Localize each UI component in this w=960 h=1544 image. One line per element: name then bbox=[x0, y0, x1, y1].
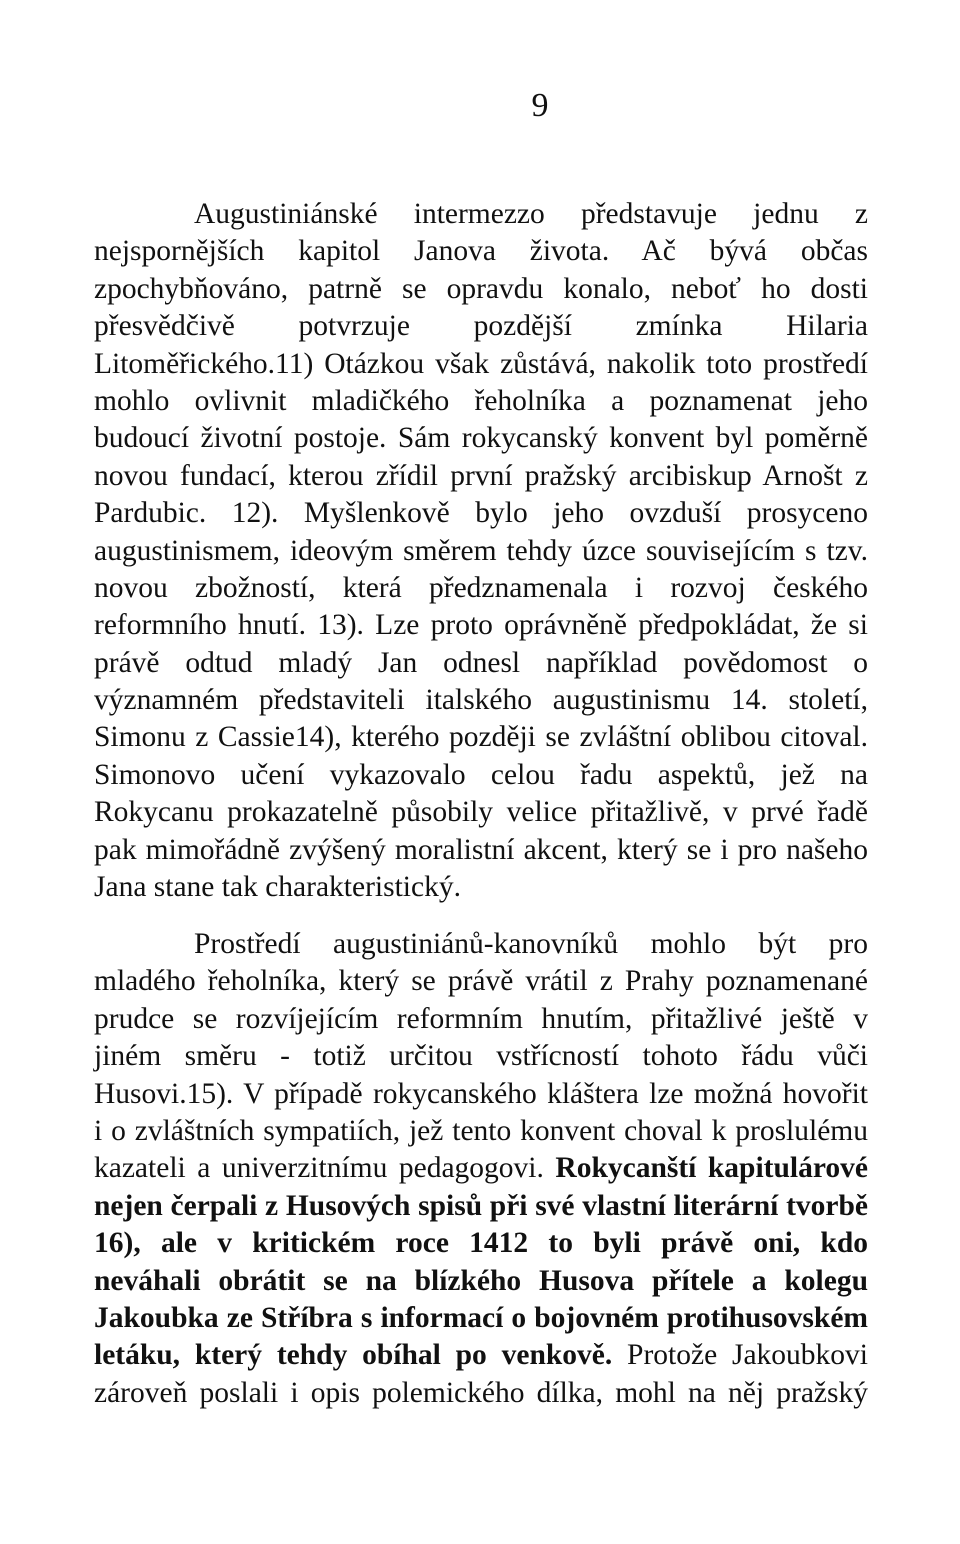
text-line: Rokycanu prokazatelně působily velice přitažlivě, v prvé řadě bbox=[94, 796, 868, 829]
text-line: přesvědčivě potvrzuje pozdější zmínka Hilaria bbox=[94, 310, 868, 343]
bold-text-run: nejen čerpali z Husových spisů při své vlastní literární tvorbě bbox=[94, 1189, 868, 1222]
text-line: pak mimořádně zvýšený moralistní akcent, který se i pro našeho bbox=[94, 833, 868, 866]
text-line bbox=[94, 1300, 868, 1337]
paragraph-1 bbox=[94, 196, 868, 906]
text-line: nejspornějších kapitol Janova života. Ač bývá občas bbox=[94, 235, 868, 268]
text-line bbox=[94, 963, 868, 1000]
text-run: zároveň poslali i opis polemického dílka, mohl na něj pražský bbox=[94, 1376, 868, 1409]
text-line bbox=[94, 1337, 868, 1374]
text-run: mladého řeholníka, který se právě vrátil z Prahy poznamenané bbox=[94, 965, 868, 998]
bold-text-run: letáku, který tehdy obíhal po venkově. bbox=[94, 1339, 613, 1372]
text-line: zpochybňováno, patrně se opravdu konalo, neboť ho dosti bbox=[94, 272, 868, 305]
text-line: mohlo ovlivnit mladičkého řeholníka a poznamenat jeho bbox=[94, 384, 868, 417]
text-line bbox=[94, 1375, 868, 1412]
page-number: 9 bbox=[531, 87, 549, 124]
text-line: reformního hnutí. 13). Lze proto oprávněně předpokládat, že si bbox=[94, 609, 868, 642]
text-line bbox=[94, 1225, 868, 1262]
text-run: kazateli a univerzitnímu pedagogovi. bbox=[94, 1152, 556, 1185]
bold-text-run: Jakoubka ze Stříbra s informací o bojovném protihusovském bbox=[94, 1301, 868, 1334]
text-line: právě odtud mladý Jan odnesl například povědomost o bbox=[94, 646, 868, 679]
text-line: augustinismem, ideovým směrem tehdy úzce souvisejícím s tzv. bbox=[94, 534, 868, 567]
text-run: Husovi.15). V případě rokycanského kláštera lze možná hovořit bbox=[94, 1077, 868, 1110]
text-line: Simonovo učení vykazovalo celou řadu aspektů, jež na bbox=[94, 758, 868, 791]
text-line: Litoměřického.11) Otázkou však zůstává, nakolik toto prostředí bbox=[94, 347, 868, 380]
text-line bbox=[94, 1263, 868, 1300]
text-line: Pardubic. 12). Myšlenkově bylo jeho ovzduší prosyceno bbox=[94, 497, 868, 530]
text-run: jiném směru - totiž určitou vstřícností tohoto řádu vůči bbox=[94, 1040, 868, 1073]
text-line: budoucí životní postoje. Sám rokycanský konvent byl poměrně bbox=[94, 422, 868, 455]
text-line bbox=[94, 1113, 868, 1150]
text-line bbox=[94, 1038, 868, 1075]
text-run: prudce se rozvíjejícím reformním hnutím, přitažlivé ještě v bbox=[94, 1002, 868, 1035]
paragraph-2 bbox=[94, 926, 868, 1412]
text-run: Prostředí augustiniánů-kanovníků mohlo být pro bbox=[194, 928, 868, 960]
text-line: Simonu z Cassie14), kterého později se zvláštní oblibou citoval. bbox=[94, 721, 868, 754]
text-run: i o zvláštních sympatiích, jež tento konvent choval k proslulému bbox=[94, 1114, 868, 1147]
bold-text-run: 16), ale v kritickém roce 1412 to byli právě oni, kdo bbox=[94, 1227, 868, 1260]
text-line bbox=[94, 1076, 868, 1113]
text-line: Augustiniánské intermezzo představuje jednu z bbox=[194, 198, 868, 230]
text-line: Jana stane tak charakteristický. bbox=[94, 871, 461, 904]
text-line bbox=[94, 1188, 868, 1225]
text-line bbox=[94, 1150, 868, 1187]
bold-text-run: neváhali obrátit se na blízkého Husova přítele a kolegu bbox=[94, 1264, 868, 1297]
text-run: Protože Jakoubkovi bbox=[612, 1339, 869, 1372]
text-line: novou zbožností, která předznamenala i rozvoj českého bbox=[94, 571, 868, 604]
text-line: novou fundací, kterou zřídil první pražský arcibiskup Arnošt z bbox=[94, 459, 868, 492]
bold-text-run: Rokycanští kapitulárové bbox=[555, 1152, 868, 1185]
text-line bbox=[94, 926, 868, 963]
text-line bbox=[94, 1001, 868, 1038]
text-line: významném představiteli italského augustinismu 14. století, bbox=[94, 684, 868, 717]
